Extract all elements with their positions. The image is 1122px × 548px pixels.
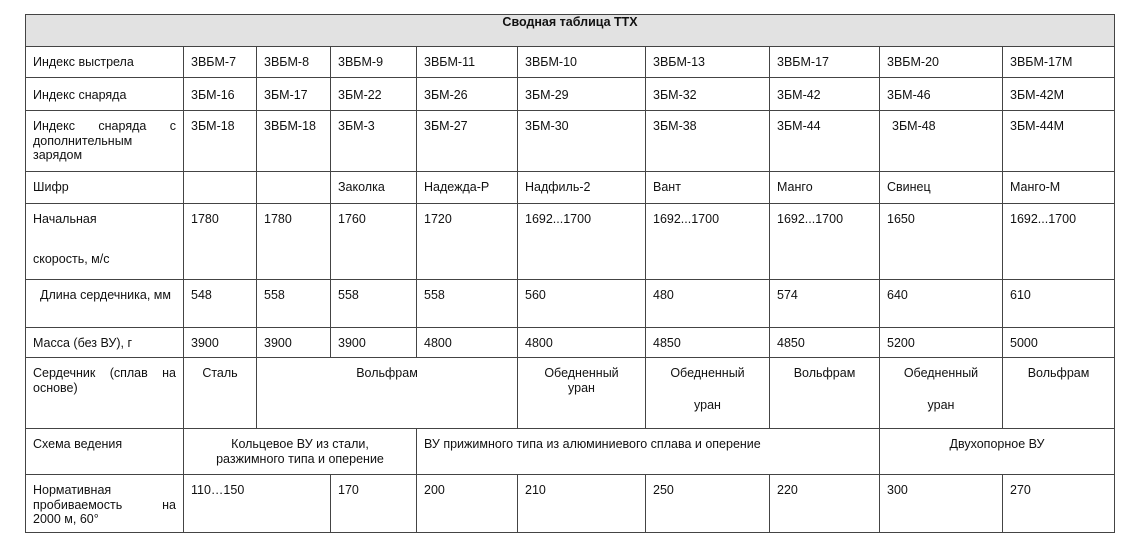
cell-guidance-two-support: Двухопорное ВУ	[880, 429, 1115, 475]
cell: Свинец	[880, 172, 1003, 204]
cell: 574	[770, 280, 880, 328]
cell: 3БМ-26	[417, 78, 518, 111]
cell: 3БМ-38	[646, 111, 770, 172]
cell: 4850	[770, 328, 880, 358]
cell: 610	[1003, 280, 1115, 328]
cell: 558	[417, 280, 518, 328]
cell: 1692...1700	[770, 204, 880, 280]
cell: 3БМ-30	[518, 111, 646, 172]
cell: 3БМ-42М	[1003, 78, 1115, 111]
cell: 270	[1003, 475, 1115, 533]
cell: 300	[880, 475, 1003, 533]
cell: 3БМ-22	[331, 78, 417, 111]
cell: 3ВБМ-17М	[1003, 47, 1115, 78]
cell: 110…150	[184, 475, 331, 533]
text-line: Обедненный	[903, 366, 979, 380]
cell: 1780	[184, 204, 257, 280]
cell: 3БМ-16	[184, 78, 257, 111]
cell-guidance-ring	[184, 429, 417, 475]
cell: Надежда-Р	[417, 172, 518, 204]
cell: 3БМ-44М	[1003, 111, 1115, 172]
label-penetration	[26, 475, 184, 533]
ttx-summary-table	[25, 14, 1115, 533]
cell: Вант	[646, 172, 770, 204]
label-velocity	[26, 204, 184, 280]
cell: 1780	[257, 204, 331, 280]
cell: 200	[417, 475, 518, 533]
cell: 4800	[417, 328, 518, 358]
label-line: Индекс снаряда с	[33, 119, 176, 133]
label-line: дополнительным	[33, 133, 133, 148]
cell: 480	[646, 280, 770, 328]
row-code	[26, 172, 1115, 204]
cell: 3БМ-32	[646, 78, 770, 111]
cell: 4850	[646, 328, 770, 358]
label-guidance: Схема ведения	[26, 429, 184, 475]
cell	[257, 172, 331, 204]
label-line: Нормативная	[33, 483, 112, 497]
cell: 3ВБМ-17	[770, 47, 880, 78]
cell: 640	[880, 280, 1003, 328]
cell: 1692...1700	[646, 204, 770, 280]
row-projectile-index	[26, 78, 1115, 111]
cell-tungsten: Вольфрам	[770, 358, 880, 429]
cell: 3БМ-27	[417, 111, 518, 172]
table-title: Сводная таблица ТТХ	[26, 15, 1115, 47]
label-code: Шифр	[26, 172, 184, 204]
cell: 4800	[518, 328, 646, 358]
text-line: уран	[568, 380, 595, 395]
cell: 1760	[331, 204, 417, 280]
row-projectile-extra-charge	[26, 111, 1115, 172]
cell: 3БМ-48	[880, 111, 1003, 172]
cell: 3БМ-46	[880, 78, 1003, 111]
cell: 3БМ-17	[257, 78, 331, 111]
cell: Манго-М	[1003, 172, 1115, 204]
cell: Надфиль-2	[518, 172, 646, 204]
cell: 3900	[257, 328, 331, 358]
row-shot-index	[26, 47, 1115, 78]
label-mass: Масса (без ВУ), г	[26, 328, 184, 358]
cell-steel: Сталь	[184, 358, 257, 429]
cell: Манго	[770, 172, 880, 204]
cell: 5200	[880, 328, 1003, 358]
text-line: Обедненный	[544, 366, 619, 380]
cell-guidance-clamp: ВУ прижимного типа из алюминиевого сплава и оперение	[417, 429, 880, 475]
title-row	[26, 15, 1115, 47]
cell: 558	[257, 280, 331, 328]
label-core-material: Сердечник (сплав на основе)	[26, 358, 184, 429]
cell-depleted-uranium	[880, 358, 1003, 429]
cell-depleted-uranium	[518, 358, 646, 429]
row-velocity	[26, 204, 1115, 280]
cell: Заколка	[331, 172, 417, 204]
cell: 3ВБМ-18	[257, 111, 331, 172]
cell: 3900	[331, 328, 417, 358]
cell: 1650	[880, 204, 1003, 280]
cell: 210	[518, 475, 646, 533]
cell-tungsten: Вольфрам	[257, 358, 518, 429]
cell: 558	[331, 280, 417, 328]
text-line: уран	[694, 397, 721, 412]
label-line: скорость, м/с	[33, 251, 110, 266]
label-projectile-extra-charge	[26, 111, 184, 172]
cell: 3ВБМ-7	[184, 47, 257, 78]
cell: 3ВБМ-8	[257, 47, 331, 78]
label-core-length: Длина сердечника, мм	[26, 280, 184, 328]
cell: 250	[646, 475, 770, 533]
cell: 3БМ-29	[518, 78, 646, 111]
row-mass	[26, 328, 1115, 358]
label-line: зарядом	[33, 148, 83, 162]
label-line: 2000 м, 60°	[33, 512, 99, 526]
text-line: разжимного типа и оперение	[216, 451, 384, 466]
cell: 220	[770, 475, 880, 533]
label-line: Начальная	[33, 212, 97, 226]
cell: 5000	[1003, 328, 1115, 358]
row-core-material	[26, 358, 1115, 429]
label-projectile-index: Индекс снаряда	[26, 78, 184, 111]
cell: 3БМ-3	[331, 111, 417, 172]
cell: 170	[331, 475, 417, 533]
label-shot-index: Индекс выстрела	[26, 47, 184, 78]
cell-depleted-uranium	[646, 358, 770, 429]
cell: 1720	[417, 204, 518, 280]
text-line: Обедненный	[670, 366, 745, 380]
cell: 3ВБМ-11	[417, 47, 518, 78]
cell: 548	[184, 280, 257, 328]
cell: 3ВБМ-20	[880, 47, 1003, 78]
text-line: Кольцевое ВУ из стали,	[231, 437, 369, 451]
cell: 3БМ-18	[184, 111, 257, 172]
cell: 3ВБМ-10	[518, 47, 646, 78]
row-guidance	[26, 429, 1115, 475]
cell: 1692...1700	[518, 204, 646, 280]
row-core-length	[26, 280, 1115, 328]
cell	[184, 172, 257, 204]
cell: 3ВБМ-9	[331, 47, 417, 78]
cell: 560	[518, 280, 646, 328]
row-penetration	[26, 475, 1115, 533]
cell: 3ВБМ-13	[646, 47, 770, 78]
cell: 3БМ-42	[770, 78, 880, 111]
text-line: уран	[927, 397, 955, 412]
cell: 3БМ-44	[770, 111, 880, 172]
cell-tungsten: Вольфрам	[1003, 358, 1115, 429]
label-line: пробиваемость на	[33, 497, 176, 512]
cell: 1692...1700	[1003, 204, 1115, 280]
cell: 3900	[184, 328, 257, 358]
